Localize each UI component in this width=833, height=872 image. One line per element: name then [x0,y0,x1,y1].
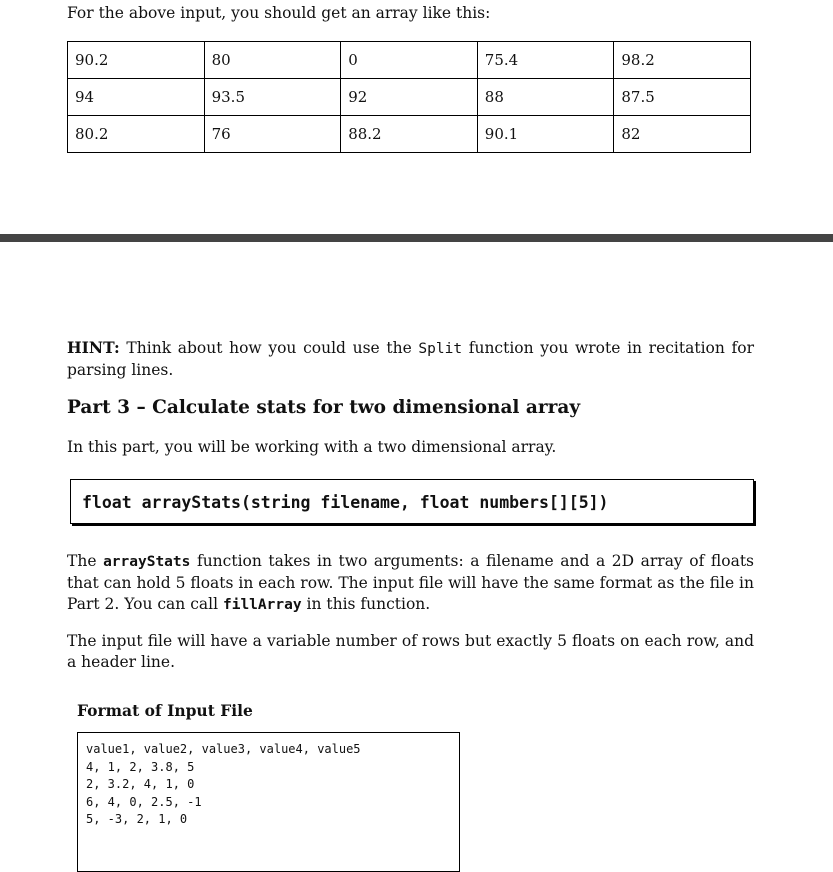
table-row [68,116,751,153]
table-cell: 90.2 [68,42,205,79]
function-signature: float arrayStats(string filename, float numbers[][5]) [82,493,609,512]
table-cell: 90.1 [477,116,614,153]
table-cell: 80 [204,42,341,79]
arraystats-code: arrayStats [103,554,191,570]
table-cell: 87.5 [614,79,751,116]
para1-text-c: in this function. [301,595,431,613]
hint-label: HINT: [67,338,120,357]
format-code-box [77,732,460,872]
table-cell: 94 [68,79,205,116]
part3-heading: Part 3 – Calculate stats for two dimensional array [67,397,581,418]
part3-intro: In this part, you will be working with a two dimensional array. [67,438,557,456]
table-row [68,79,751,116]
para1-text-b: function takes in two arguments: a filename and a 2D array of floats that can hold 5 floats in each row. The input file will have the same format as the file in Part 2. You can call [67,552,754,613]
table-cell: 92 [341,79,478,116]
para1-text-a: The [67,552,104,570]
fillarray-code: fillArray [222,597,302,613]
table-cell: 88 [477,79,614,116]
input-file-paragraph: The input file will have a variable number of rows but exactly 5 floats on each row, and a header line. [67,632,754,671]
table-cell: 98.2 [614,42,751,79]
format-line: 4, 1, 2, 3.8, 5 [86,759,195,774]
table-cell: 75.4 [477,42,614,79]
table-cell: 93.5 [204,79,341,116]
format-line: value1, value2, value3, value4, value5 [86,742,361,756]
hint-text-before: Think about how you could use the [119,339,419,357]
table-cell: 88.2 [341,116,478,153]
hint-text-after: function you wrote in recitation for parsing lines. [67,339,754,379]
format-line: 6, 4, 0, 2.5, -1 [86,794,202,809]
table-cell: 82 [614,116,751,153]
format-title: Format of Input File [77,701,253,720]
description-paragraph [67,551,754,616]
hint-code: Split [418,341,463,357]
table-cell: 80.2 [68,116,205,153]
format-line: 5, -3, 2, 1, 0 [86,812,188,826]
table-cell: 76 [204,116,341,153]
function-signature-box [70,479,754,524]
table-row [68,42,751,79]
table-cell: 0 [341,42,478,79]
hint-paragraph [67,337,754,381]
page-divider [0,234,833,242]
format-line: 2, 3.2, 4, 1, 0 [86,777,195,791]
intro-text: For the above input, you should get an array like this: [67,4,491,22]
result-array-table [67,41,751,153]
